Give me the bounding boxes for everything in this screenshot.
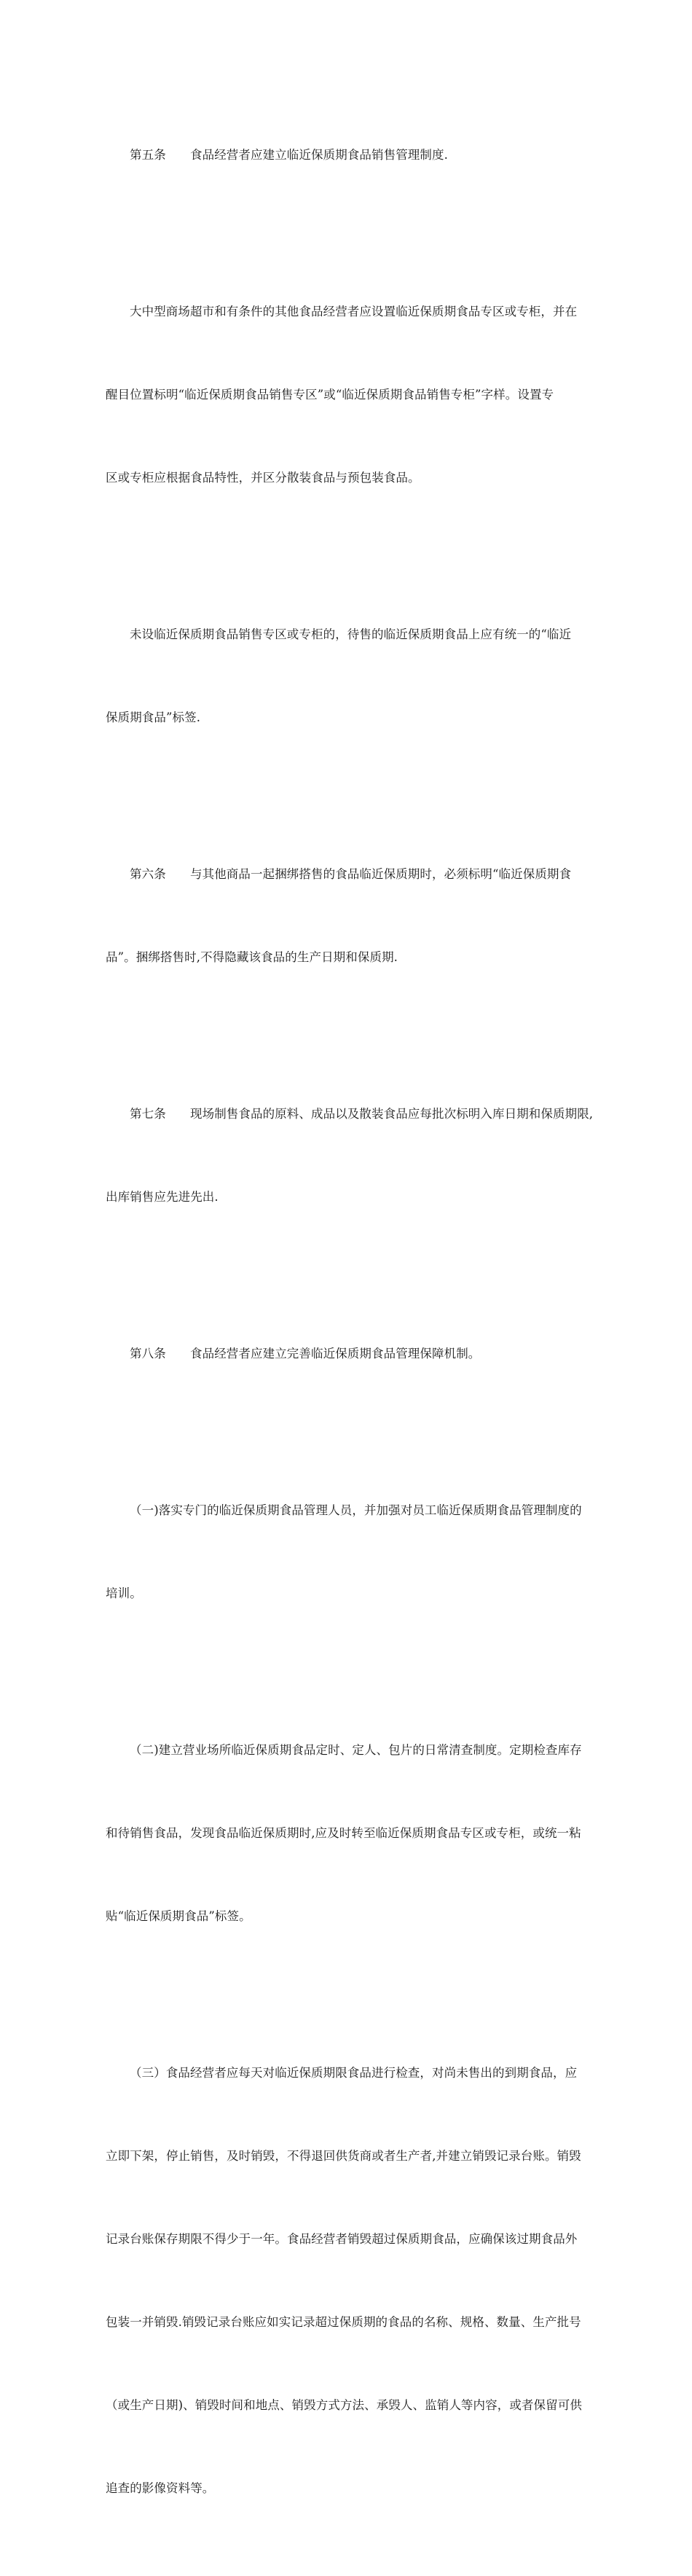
paragraph-article-7 (106, 1045, 594, 1267)
text-line: 第七条 现场制售食品的原料、成品以及散装食品应每批次标明入库日期和保质期限, (130, 1107, 594, 1121)
text-line: 区或专柜应根据食品特性，并区分散装食品与预包装食品。 (106, 471, 420, 485)
text-line: 品”。捆绑搭售时,不得隐藏该食品的生产日期和保质期. (106, 950, 398, 964)
paragraph-article-5 (106, 86, 594, 224)
text-line: 记录台账保存期限不得少于一年。食品经营者销毁超过保质期食品，应确保该过期食品外 (106, 2232, 578, 2246)
paragraph-article-6 (106, 805, 594, 1027)
text-line: （二)建立营业场所临近保质期食品定时、定人、包片的日常清查制度。定期检查库存 (130, 1743, 582, 1757)
text-line: 出库销售应先进先出. (106, 1190, 219, 1204)
text-line: 第六条 与其他商品一起捆绑搭售的食品临近保质期时，必须标明“临近保质期食 (130, 867, 572, 881)
text-line: 培训。 (106, 1586, 142, 1600)
text-line: （一)落实专门的临近保质期食品管理人员，并加强对员工临近保质期食品管理制度的 (130, 1503, 582, 1517)
text-line: 贴“临近保质期食品”标签。 (106, 1909, 251, 1923)
text-line: （或生产日期)、销毁时间和地点、销毁方式方法、承毁人、监销人等内容，或者保留可供 (106, 2398, 582, 2412)
paragraph-item-1 (106, 1441, 594, 1663)
text-line: 大中型商场超市和有条件的其他食品经营者应设置临近保质期食品专区或专柜，并在 (130, 305, 578, 318)
paragraph-item-2 (106, 1681, 594, 1986)
document-body (106, 86, 594, 2576)
text-line: 保质期食品”标签. (106, 710, 201, 724)
text-line: 醒目位置标明“临近保质期食品销售专区”或“临近保质期食品销售专柜”字样。设置专 (106, 388, 554, 402)
text-line: 立即下架，停止销售，及时销毁，不得退回供货商或者生产者,并建立销毁记录台账。销毁 (106, 2149, 581, 2163)
paragraph-article-8 (106, 1285, 594, 1423)
paragraph-item-3 (106, 2004, 594, 2558)
paragraph-no-zone-label (106, 565, 594, 787)
text-line: 包装一并销毁.销毁记录台账应如实记录超过保质期的食品的名称、规格、数量、生产批号 (106, 2315, 581, 2329)
text-line: 第五条 食品经营者应建立临近保质期食品销售管理制度. (130, 148, 448, 162)
text-line: 和待销售食品，发现食品临近保质期时,应及时转至临近保质期食品专区或专柜，或统一粘 (106, 1826, 581, 1840)
text-line: 第八条 食品经营者应建立完善临近保质期食品管理保障机制。 (130, 1347, 481, 1361)
text-line: （三）食品经营者应每天对临近保质期限食品进行检查，对尚未售出的到期食品，应 (130, 2066, 578, 2080)
text-line: 追查的影像资料等。 (106, 2481, 215, 2495)
text-line: 未设临近保质期食品销售专区或专柜的，待售的临近保质期食品上应有统一的“临近 (130, 627, 572, 641)
paragraph-special-zone (106, 243, 594, 547)
